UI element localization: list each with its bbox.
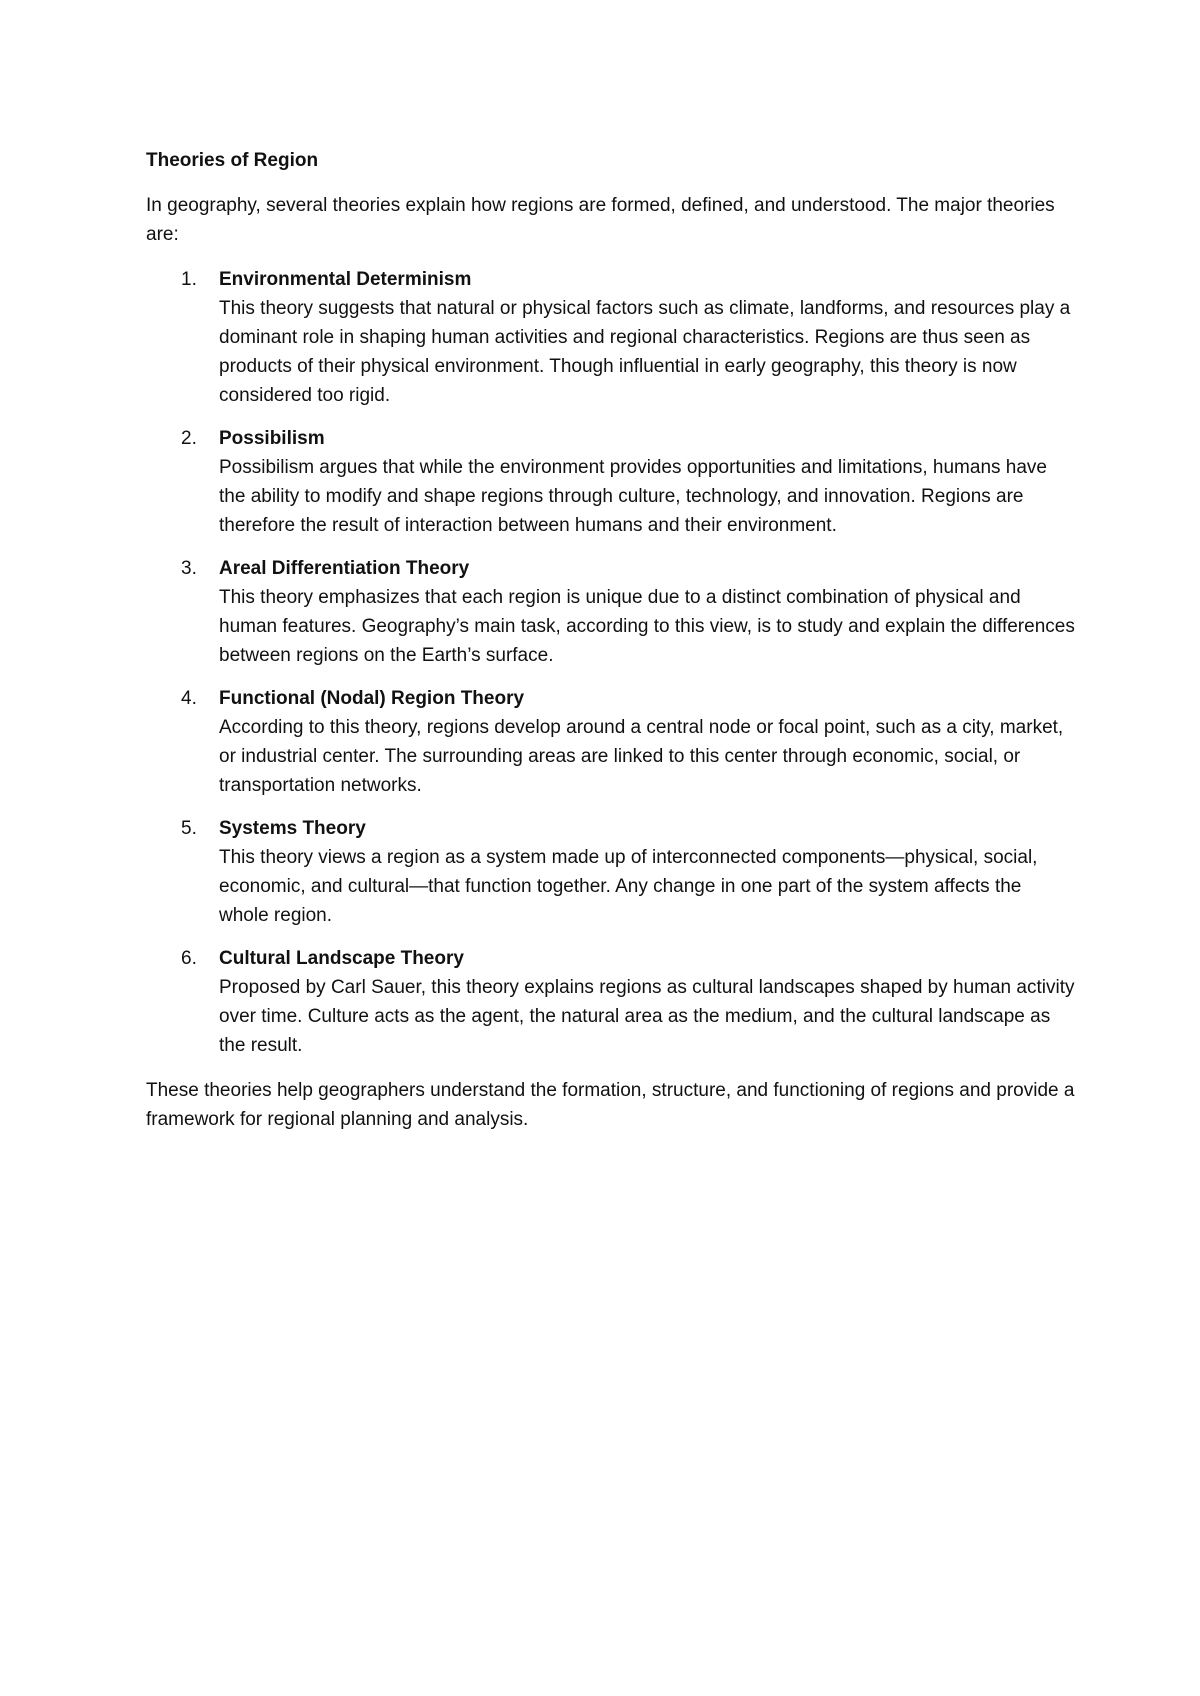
list-item-cultural-landscape [146, 944, 1076, 1060]
list-number: 4. [181, 688, 197, 709]
theory-description: This theory emphasizes that each region is unique due to a distinct combination of physical and human features. Geography’s main task, according to this view, is to study and explain the differences between regions on the Earth’s surface. [219, 587, 1075, 666]
theory-description: According to this theory, regions develop around a central node or focal point, such as a city, market, or industrial center. The surrounding areas are linked to this center through economic, social, or transportation networks. [219, 717, 1064, 796]
theories-list [146, 265, 1076, 1060]
theory-heading: Cultural Landscape Theory [219, 948, 464, 969]
list-number: 2. [181, 428, 197, 449]
list-number: 5. [181, 818, 197, 839]
list-number: 1. [181, 269, 197, 290]
document-body [146, 146, 1076, 1134]
page-title: Theories of Region [146, 150, 319, 171]
intro-paragraph: In geography, several theories explain how regions are formed, defined, and understood. The major theories are: [146, 195, 1055, 245]
theory-description: Proposed by Carl Sauer, this theory explains regions as cultural landscapes shaped by human activity over time. Culture acts as the agent, the natural area as the medium, and the cultural landscape as the result. [219, 977, 1075, 1056]
list-number: 3. [181, 558, 197, 579]
list-item-possibilism [146, 424, 1076, 540]
conclusion-paragraph: These theories help geographers understand the formation, structure, and functioning of regions and provide a framework for regional planning and analysis. [146, 1080, 1075, 1130]
list-item-environmental-determinism [146, 265, 1076, 410]
theory-heading: Functional (Nodal) Region Theory [219, 688, 525, 709]
theory-heading: Environmental Determinism [219, 269, 472, 290]
theory-heading: Areal Differentiation Theory [219, 558, 470, 579]
theory-description: Possibilism argues that while the environment provides opportunities and limitations, humans have the ability to modify and shape regions through culture, technology, and innovation. Regions are therefore the result of interaction between humans and their environment. [219, 457, 1047, 536]
list-item-systems-theory [146, 814, 1076, 930]
list-number: 6. [181, 948, 197, 969]
theory-heading: Possibilism [219, 428, 325, 449]
theory-description: This theory views a region as a system made up of interconnected components—physical, social, economic, and cultural—that function together. Any change in one part of the system affects the whole region. [219, 847, 1038, 926]
theory-description: This theory suggests that natural or physical factors such as climate, landforms, and resources play a dominant role in shaping human activities and regional characteristics. Regions are thus seen as products of their physical environment. Though influential in early geography, this theory is now considered too rigid. [219, 298, 1071, 406]
list-item-functional-region [146, 684, 1076, 800]
theory-heading: Systems Theory [219, 818, 366, 839]
list-item-areal-differentiation [146, 554, 1076, 670]
